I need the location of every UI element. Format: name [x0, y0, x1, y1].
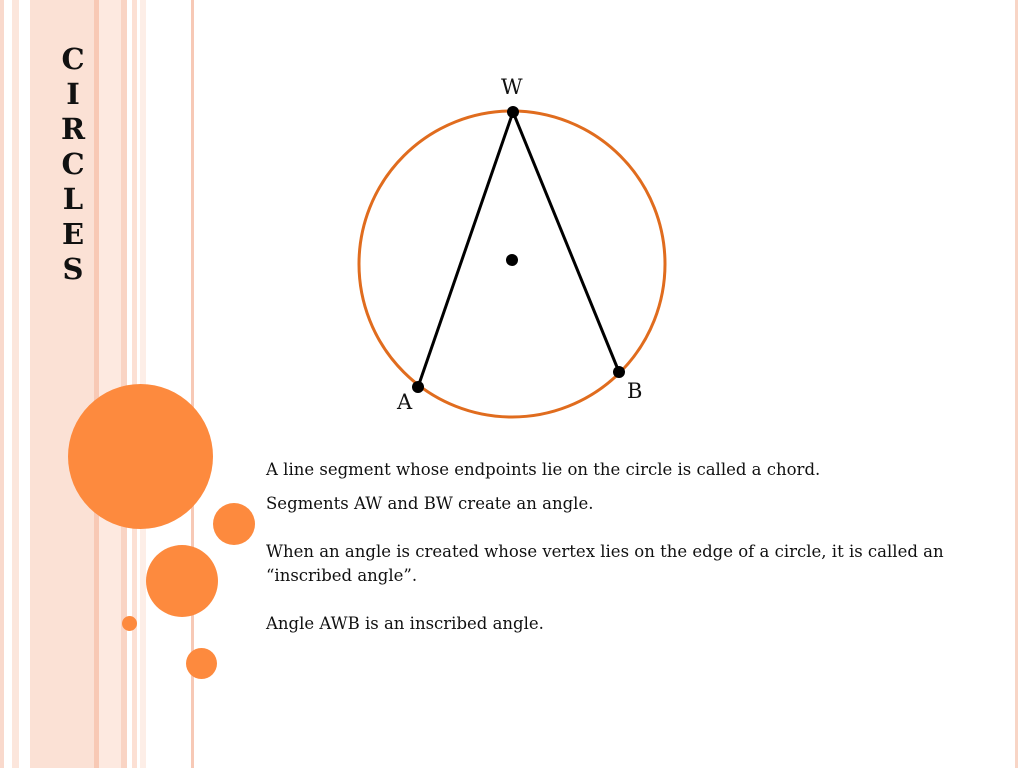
stripe [0, 0, 4, 768]
label-a: A [397, 390, 413, 414]
title-letter: C [61, 147, 85, 181]
stripe [12, 0, 19, 768]
inscribed-angle-definition: When an angle is created whose vertex lies on the edge of a circle, it is called an “inscribed angle”. [266, 542, 944, 585]
decorative-circle [146, 545, 218, 617]
stripe [99, 0, 121, 768]
inscribed-angle-diagram [340, 70, 700, 430]
chord-aw [418, 112, 513, 387]
label-w: W [501, 75, 523, 99]
decorative-circle-small [122, 616, 137, 631]
circle-center [506, 254, 518, 266]
stripe [121, 0, 127, 768]
decorative-circle [186, 648, 217, 679]
chord-bw [513, 112, 619, 372]
point-a [412, 381, 424, 393]
title-letter: R [60, 112, 86, 146]
decorative-circle-large [68, 384, 213, 529]
chord-definition: A line segment whose endpoints lie on the circle is called a chord. [266, 460, 821, 479]
title-letter: I [66, 77, 80, 111]
title-letter: L [62, 182, 84, 216]
explanation-text [266, 458, 986, 636]
title-letter: E [61, 217, 85, 251]
title-letter: C [61, 42, 85, 76]
point-w [507, 106, 519, 118]
point-b [613, 366, 625, 378]
title-letter: S [62, 252, 84, 286]
example-statement: Angle AWB is an inscribed angle. [266, 614, 544, 633]
slide-title-vertical [58, 42, 88, 287]
stripe [1015, 0, 1018, 768]
decorative-circle [213, 503, 255, 545]
segments-statement: Segments AW and BW create an angle. [266, 494, 594, 513]
label-b: B [627, 379, 643, 403]
